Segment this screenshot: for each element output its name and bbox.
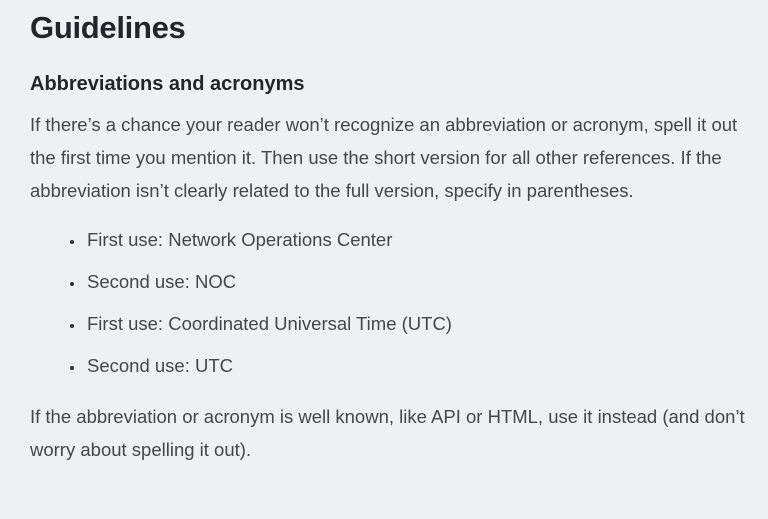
outro-paragraph: If the abbreviation or acronym is well known, like API or HTML, use it instead (and don’t worry about spelling it out).: [30, 406, 745, 460]
list-item-first-use-noc: • First use: Network Operations Center: [85, 223, 750, 256]
section-heading-abbreviations: Abbreviations and acronyms: [30, 73, 305, 95]
guidelines-page: [0, 10, 768, 519]
page-title: Guidelines: [30, 10, 186, 45]
examples-list: [30, 223, 750, 382]
list-item-first-use-utc: • First use: Coordinated Universal Time (UTC): [85, 307, 750, 340]
list-item-second-use-utc: • Second use: UTC: [85, 349, 750, 382]
list-item-second-use-noc: • Second use: NOC: [85, 265, 750, 298]
intro-paragraph: If there’s a chance your reader won’t recognize an abbreviation or acronym, spell it out the first time you mention it. Then use the short version for all other references. If the abbreviation isn’t clearly related to the full version, specify in parentheses.: [30, 114, 738, 201]
